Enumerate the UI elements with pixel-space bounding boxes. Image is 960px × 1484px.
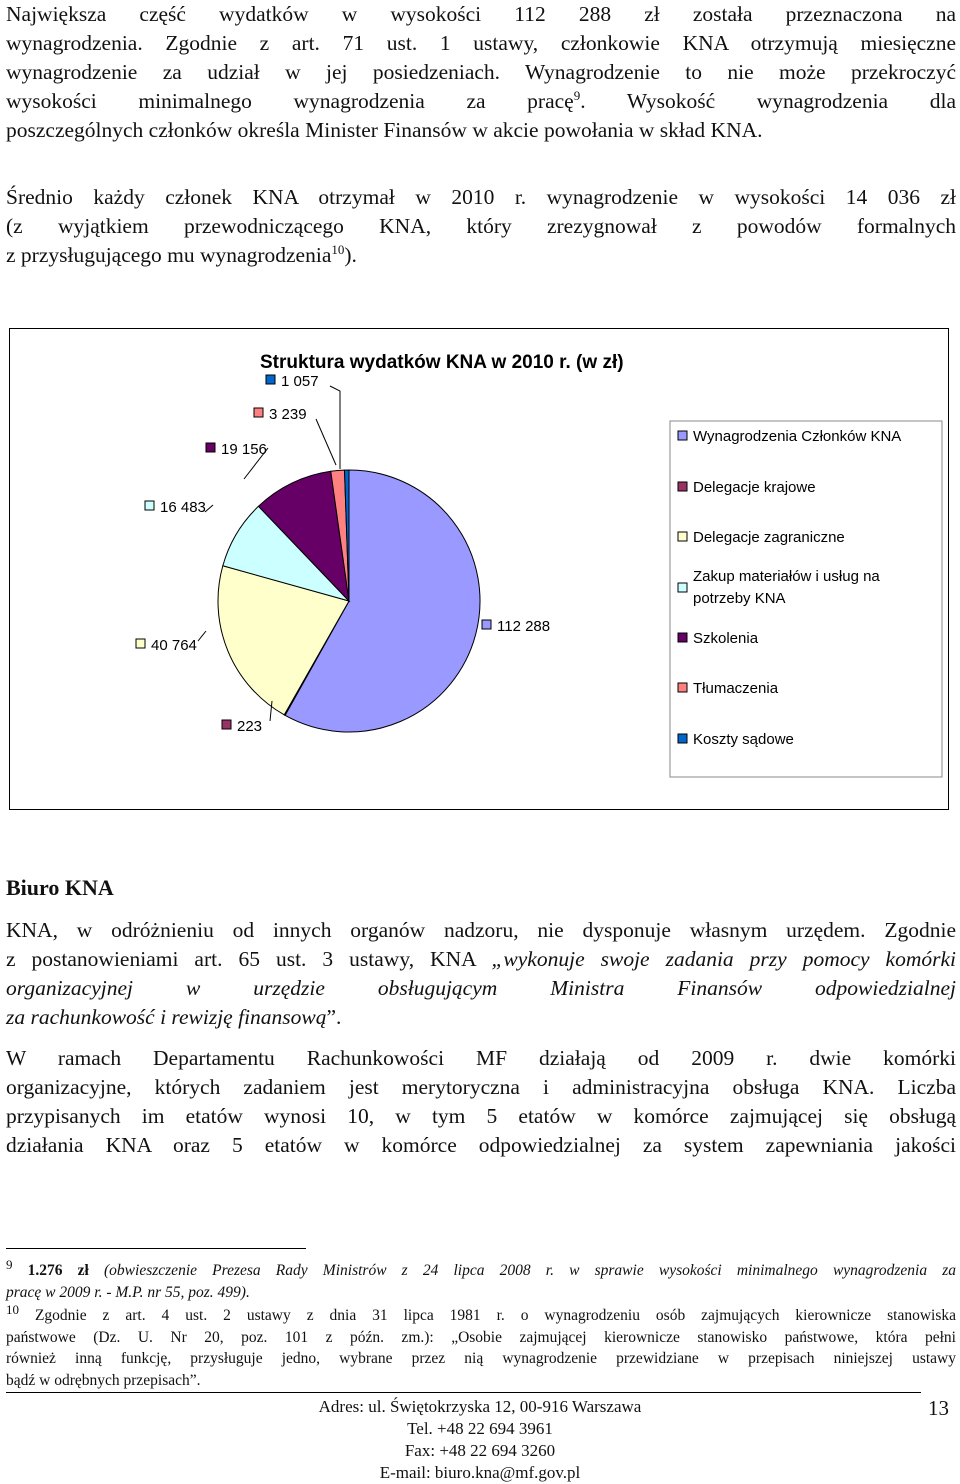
paragraph-average: [6, 183, 956, 270]
leader-line: [198, 631, 206, 641]
data-label-key: [254, 408, 263, 417]
quote-segment: „wykonuje swoje zadania przy pomocy komórki: [491, 947, 957, 971]
data-label: 1 057: [281, 373, 319, 390]
legend-swatch: [678, 734, 687, 743]
legend-swatch: [678, 583, 687, 592]
paragraph-wages: [6, 0, 956, 145]
text-line: państwowe (Dz. U. Nr 20, poz. 101 z późn. zm.): „Osobie zajmującej kierownicze stanowisko państwowe, która pełni: [6, 1328, 956, 1346]
legend-swatch: [678, 482, 687, 491]
footnote-separator: [6, 1248, 306, 1249]
footnote-ref-10[interactable]: 10: [331, 241, 345, 257]
paragraph-department: [6, 1044, 956, 1160]
data-label-key: [206, 443, 215, 452]
legend-label: Delegacje krajowe: [693, 479, 816, 496]
text-segment: z postanowieniami art. 65 ust. 3 ustawy, KNA: [6, 947, 476, 971]
chart-title: Struktura wydatków KNA w 2010 r. (w zł): [260, 352, 624, 373]
text-segment: wysokości minimalnego wynagrodzenia za pracę: [6, 89, 574, 113]
text-line: W ramach Departamentu Rachunkowości MF działają od 2009 r. dwie komórki: [6, 1046, 956, 1070]
text-line: [6, 1282, 956, 1304]
footer-rule: [6, 1392, 921, 1393]
text-segment: Zgodnie z art. 4 ust. 2 ustawy z dnia 31 lipca 1981 r. o wynagrodzeniu osób zajmujących kierownicze stanowiska: [19, 1307, 956, 1324]
footnote-9: [6, 1256, 957, 1303]
text-line: [6, 974, 956, 1003]
text-segment: . Wysokość wynagrodzenia dla: [580, 89, 956, 113]
legend-label: Zakup materiałów i usług na: [693, 568, 880, 585]
footnote-number: 9: [6, 1256, 13, 1272]
data-label: 223: [237, 718, 263, 735]
text-line: [6, 1301, 956, 1327]
text-segment: z przysługującego mu wynagrodzenia: [6, 243, 332, 267]
legend-swatch: [678, 431, 687, 440]
footer-fax: Fax: +48 22 694 3260: [404, 1441, 556, 1460]
data-label-key: [136, 639, 145, 648]
legend-label: Wynagrodzenia Członków KNA: [693, 428, 902, 445]
data-label: 40 764: [151, 637, 197, 654]
text-line: poszczególnych członków określa Minister Finansów w akcie powołania w skład KNA.: [6, 118, 763, 142]
email-link[interactable]: E-mail: biuro.kna@mf.gov.pl: [379, 1463, 581, 1482]
text-line: [6, 1256, 957, 1282]
text-line: organizacyjne, których zadaniem jest merytoryczna i administracyjna obsługa KNA. Liczba: [6, 1075, 956, 1099]
data-label: 16 483: [160, 499, 206, 516]
data-label: 19 156: [221, 441, 267, 458]
text-line: również inną funkcję, przysługuje jedno, wybrane przez nią wynagrodzenie przewidziane w przepisach niniejszej ustawy: [6, 1350, 956, 1367]
chart-frame: [9, 328, 949, 810]
footer-phone: Tel. +48 22 694 3961: [407, 1419, 553, 1438]
text-line: Średnio każdy członek KNA otrzymał w 2010 r. wynagrodzenie w wysokości 14 036 zł: [6, 185, 956, 209]
text-segment: pracę w 2009 r. - M.P. nr 55, poz. 499).: [6, 1283, 250, 1301]
footnote-number: 10: [6, 1301, 19, 1317]
text-line: [6, 945, 956, 974]
text-line: Największa część wydatków w wysokości 112 288 zł została przeznaczona na: [6, 2, 956, 26]
footnote-ref-9[interactable]: 9: [573, 87, 581, 103]
text-segment: 1.276 zł: [27, 1262, 89, 1279]
footer-address: Adres: ul. Świętokrzyska 12, 00-916 Warszawa: [318, 1397, 642, 1416]
text-line: [6, 241, 956, 270]
pie-chart: [10, 329, 948, 809]
data-label-key: [266, 375, 275, 384]
section-heading: Biuro KNA: [6, 875, 114, 900]
text-line: KNA, w odróżnieniu od innych organów nadzoru, nie dysponuje własnym urzędem. Zgodnie: [6, 918, 956, 942]
data-label: 3 239: [269, 406, 307, 423]
text-line: (z wyjątkiem przewodniczącego KNA, który zrezygnował z powodów formalnych: [6, 214, 956, 238]
legend-swatch: [678, 532, 687, 541]
legend-label: potrzeby KNA: [693, 590, 786, 607]
data-label: 112 288: [497, 618, 551, 635]
quote-segment: organizacyjnej w urzędzie obsługującym Ministra Finansów odpowiedzialnej: [6, 976, 956, 1000]
footer-email[interactable]: [230, 1463, 730, 1483]
page-number: 13: [928, 1396, 949, 1420]
text-line: przypisanych im etatów wynosi 10, w tym 5 etatów w komórce zajmującej się obsługą: [6, 1104, 956, 1128]
text-segment: (obwieszczenie Prezesa Rady Ministrów z 24 lipca 2008 r. w sprawie wysokości minimalnego wynagrodzenia za: [88, 1262, 957, 1279]
text-segment: ).: [344, 243, 357, 267]
legend-label: Tłumaczenia: [693, 680, 779, 697]
data-label-key: [482, 620, 491, 629]
paragraph-office: [6, 916, 956, 1032]
text-line: działania KNA oraz 5 etatów w komórce odpowiedzialnej za system zapewniania jakości: [6, 1133, 956, 1157]
quote-segment: za rachunkowość i rewizję finansową: [6, 1005, 327, 1029]
data-label-key: [145, 501, 154, 510]
leader-line: [205, 505, 213, 512]
text-line: [6, 87, 956, 116]
leader-line: [330, 386, 340, 469]
legend-label: Delegacje zagraniczne: [693, 529, 845, 546]
legend-swatch: [678, 633, 687, 642]
text-line: bądź w odrębnych przepisach”.: [6, 1371, 201, 1389]
data-label-key: [222, 720, 231, 729]
leader-line: [316, 419, 336, 465]
footnote-10: [6, 1301, 956, 1391]
text-segment: ”.: [326, 1005, 342, 1029]
text-line: wynagrodzenie za udział w jej posiedzeniach. Wynagrodzenie to nie może przekroczyć: [6, 60, 956, 84]
legend-label: Koszty sądowe: [693, 731, 794, 748]
text-line: wynagrodzenia. Zgodnie z art. 71 ust. 1 ustawy, członkowie KNA otrzymują miesięczne: [6, 31, 956, 55]
text-line: [6, 1003, 956, 1032]
legend-swatch: [678, 683, 687, 692]
legend-label: Szkolenia: [693, 630, 759, 647]
